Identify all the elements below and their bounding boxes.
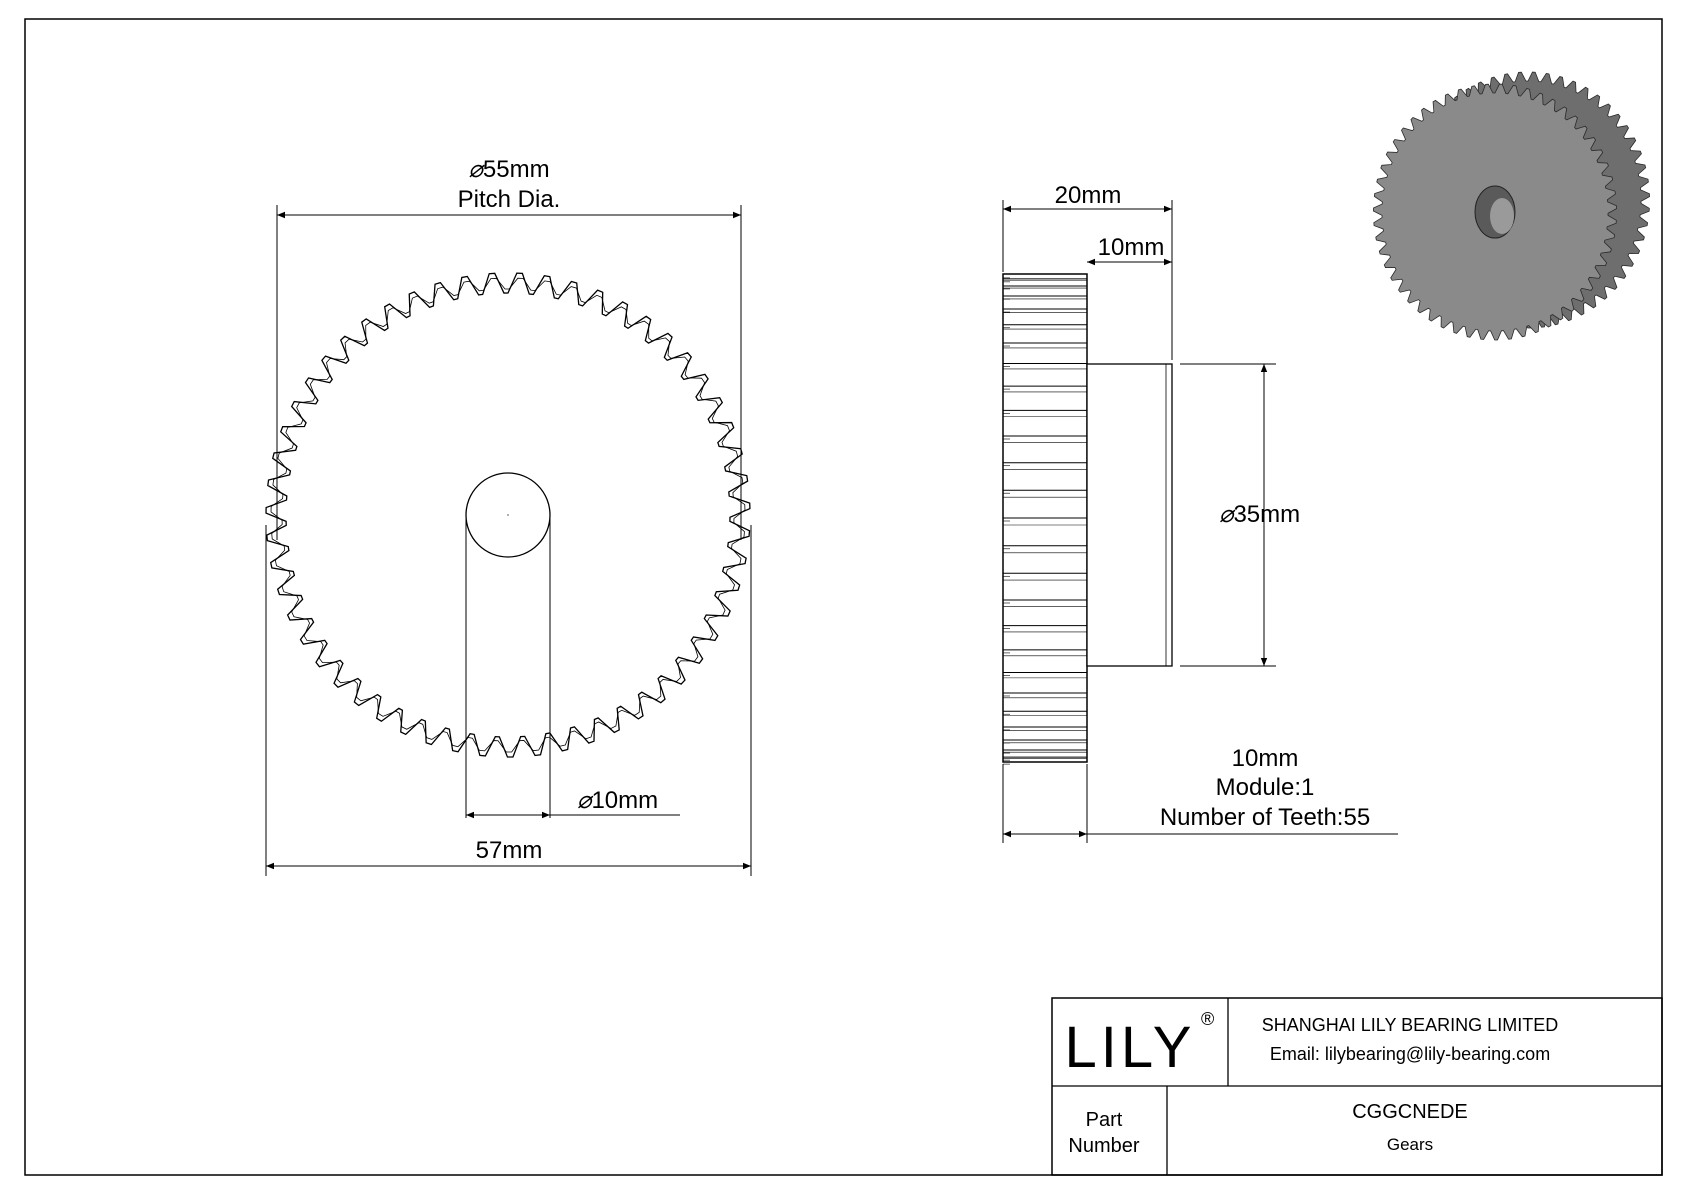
hub-length-value: 10mm [1097,234,1165,261]
company-name: SHANGHAI LILY BEARING LIMITED [1261,1015,1559,1035]
registered-mark: ® [1201,1009,1215,1029]
title-block [1052,998,1662,1175]
part-number: CGGCNEDE [1352,1101,1468,1123]
side-view [1003,182,1398,843]
part-category: Gears [1386,1135,1434,1154]
lily-logo: LILY [1064,1015,1196,1080]
gear-3d-render [1373,72,1649,340]
render-bore-inner [1490,198,1514,234]
total-width-value: 20mm [1054,182,1122,209]
module-text: Module:1 [1215,774,1315,801]
hub [1087,364,1172,666]
company-email: Email: lilybearing@lily-bearing.com [1269,1044,1551,1064]
bore-dia-value: ⌀10mm [577,787,659,814]
face-width-value: 10mm [1231,745,1299,772]
teeth-count-text: Number of Teeth:55 [1159,804,1371,831]
pitch-dia-label: Pitch Dia. [457,186,561,213]
pitch-dia-value: ⌀55mm [468,156,550,183]
front-view [266,156,751,876]
outer-dia-value: 57mm [475,837,543,864]
center-mark [507,514,509,516]
hub-dia-value: ⌀35mm [1219,501,1301,528]
part-label-line1: Part [1085,1109,1123,1131]
part-label-line2: Number [1068,1135,1140,1157]
